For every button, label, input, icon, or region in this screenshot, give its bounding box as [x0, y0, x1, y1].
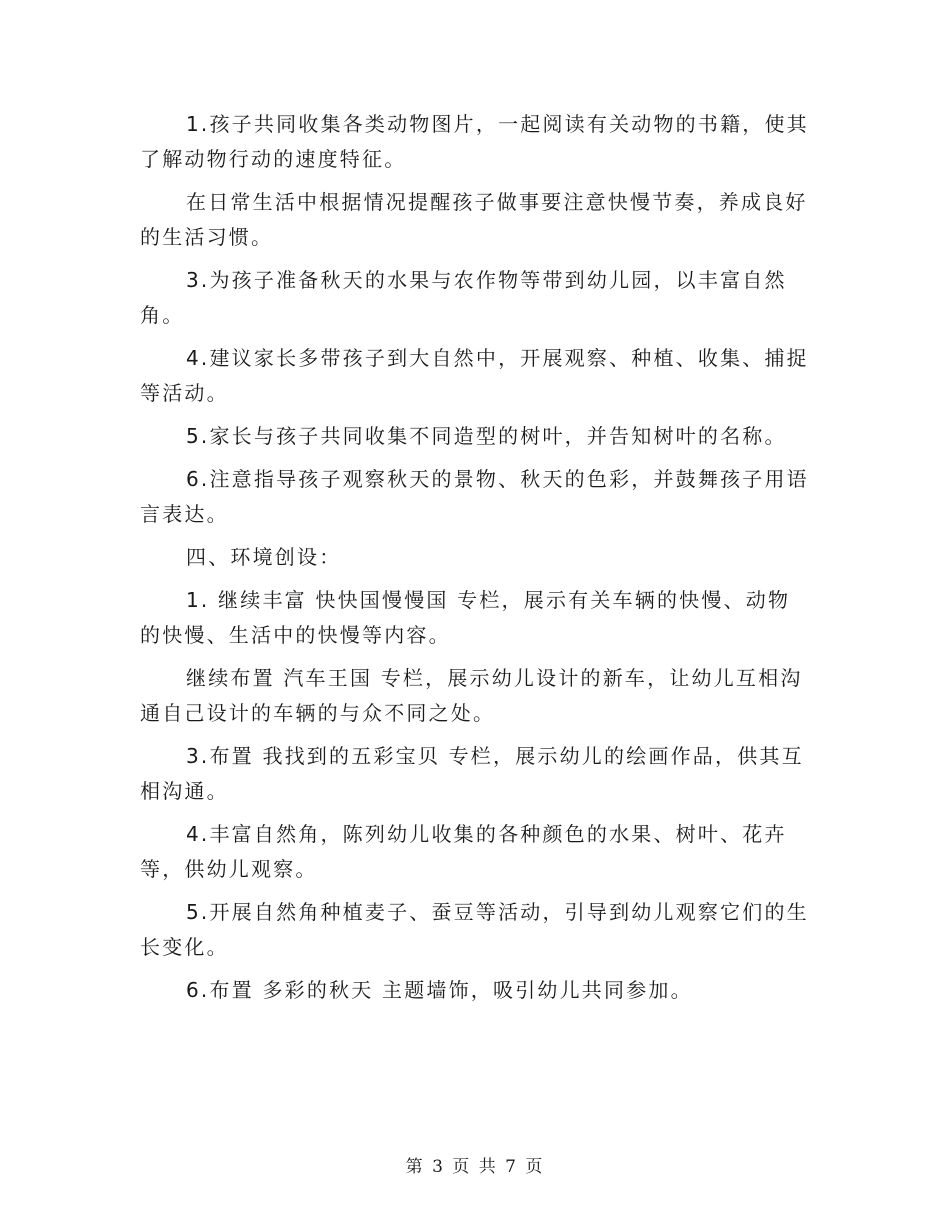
paragraph: 6.注意指导孩子观察秋天的景物、秋天的色彩，并鼓舞孩子用语言表达。 — [140, 467, 809, 526]
paragraph: 在日常生活中根据情况提醒孩子做事要注意快慢节奏，养成良好的生活习惯。 — [140, 190, 808, 249]
section-heading: 四、环境创设： — [186, 545, 342, 569]
paragraph: 1.孩子共同收集各类动物图片，一起阅读有关动物的书籍，使其了解动物行动的速度特征。 — [140, 112, 809, 171]
paragraph: 5.开展自然角种植麦子、蚕豆等活动，引导到幼儿观察它们的生长变化。 — [140, 900, 809, 959]
paragraph: 6.布置 多彩的秋天 主题墙饰，吸引幼儿共同参加。 — [186, 978, 693, 1002]
paragraph: 1. 继续丰富 快快国慢慢国 专栏，展示有关车辆的快慢、动物的快慢、生活中的快慢等内容。 — [140, 588, 791, 647]
paragraph: 4.建议家长多带孩子到大自然中，开展观察、种植、收集、捕捉等活动。 — [140, 346, 809, 405]
page-number-footer: 第 3 页 共 7 页 — [405, 1157, 545, 1177]
paragraph: 3.布置 我找到的五彩宝贝 专栏，展示幼儿的绘画作品，供其互相沟通。 — [140, 744, 804, 803]
paragraph: 4.丰富自然角，陈列幼儿收集的各种颜色的水果、树叶、花卉等，供幼儿观察。 — [140, 822, 787, 881]
paragraph: 3.为孩子准备秋天的水果与农作物等带到幼儿园，以丰富自然角。 — [140, 268, 787, 327]
paragraph: 继续布置 汽车王国 专栏，展示幼儿设计的新车，让幼儿互相沟通自己设计的车辆的与众不同之处。 — [140, 666, 803, 725]
paragraph: 5.家长与孩子共同收集不同造型的树叶，并告知树叶的名称。 — [186, 424, 787, 448]
document-body — [140, 107, 812, 1016]
